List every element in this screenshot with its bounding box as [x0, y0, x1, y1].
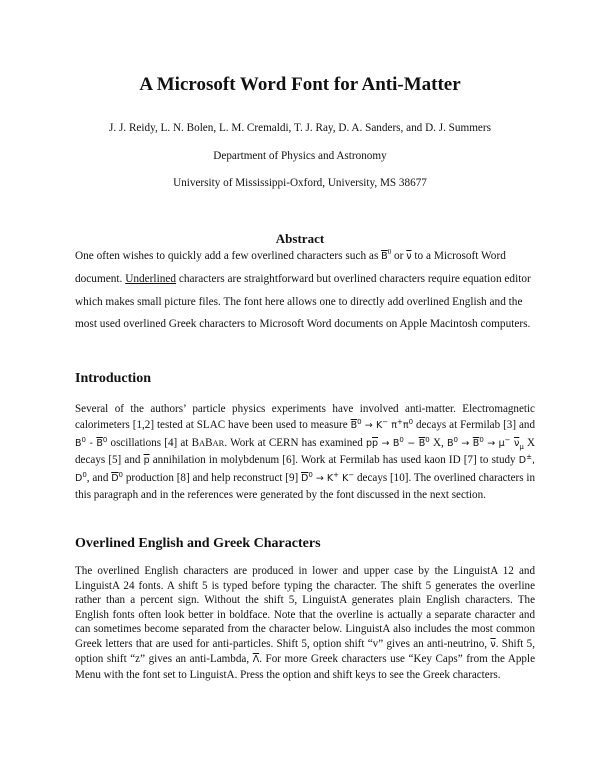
abstract-heading: Abstract — [275, 231, 325, 246]
overlined-body — [75, 564, 535, 682]
intro-text-10: decays [10]. The overlined characters in this paragraph and in the references were generated by the font discussed in the next section. — [75, 471, 536, 502]
intro-text-6: X decays [5] and — [75, 436, 535, 467]
decay-formula-3: $B^0 \to \overline{B}^0 \to \mu^-$ $\overline{\nu}_\mu$ — [446, 435, 524, 451]
overlined-text-2: . Shift 5, option shift “z” gives an anti-Lambda, — [75, 637, 536, 665]
intro-text-9: production [8] and help reconstruct [9] — [125, 471, 299, 484]
decay-formula-2: $p\overline{p} \to B^0 - \overline{B}^0$ — [365, 435, 430, 449]
university: University of Mississippi-Oxford, University, MS 38677 — [173, 177, 427, 189]
intro-text-3: oscillations [4] at BABAR — [110, 436, 225, 449]
anti-neutrino-example: $\overline{\nu}$ — [490, 638, 496, 650]
introduction-heading: Introduction — [75, 371, 151, 386]
overlined-heading: Overlined English and Greek Characters — [75, 536, 321, 551]
anti-neutrino-symbol: $\overline{\nu}$ — [406, 251, 412, 262]
d-meson-formula: D±, $D^0$ — [75, 453, 535, 484]
overlined-text-3: . For more Greek characters use “Key Caps” from the Apple Menu with the font set to LinguistA. Press the option and shift keys to see the Greek characters. — [75, 653, 535, 681]
underlined-word: Underlined — [125, 273, 177, 286]
superscript: 0 — [387, 248, 392, 257]
introduction-body — [75, 401, 535, 503]
abstract-text-3: characters are straightforward but overlined characters require equation editor which makes small picture files. The font here allows one to directly add overlined English and the most used overlined Greek characters to Microsoft Word documents on Apple Macintosh computers. — [75, 273, 531, 331]
decay-formula-1: $\overline{B}^0 \to K^-$ $\pi^+\pi^0$ — [350, 418, 414, 432]
intro-text-2: decays at Fermilab [3] and — [416, 419, 535, 432]
abstract-text-1: One often wishes to quickly add a few overlined characters such as — [75, 250, 379, 262]
abstract-or: or — [394, 250, 404, 262]
intro-text-1: Several of the authors’ particle physics experiments have involved anti-matter. Electromagnetic calorimeters [1,2] tested at SLAC have been used to measure — [75, 403, 535, 432]
abstract-body — [75, 245, 535, 336]
anti-d-symbol: $\overline{D}^0$ — [111, 470, 124, 484]
decay-formula-4: $\overline{D}^0 \to K^+$ K− — [301, 470, 355, 484]
anti-b-symbol: $\overline{B}$ — [381, 251, 388, 262]
anti-proton-symbol: $\overline{p}$ — [143, 455, 150, 467]
abstract-text-2: to a Microsoft Word document. — [75, 250, 506, 286]
oscillation-formula: $B^0 - \overline{B}^0$ — [75, 435, 108, 449]
paper-title: A Microsoft Word Font for Anti-Matter — [139, 74, 461, 95]
anti-lambda-example: $\overline{\Lambda}$ — [252, 654, 260, 665]
intro-text-8: , and — [86, 471, 109, 484]
intro-text-7: annihilation in molybdenum [6]. Work at Fermilab has used kaon ID [7] to study — [152, 454, 516, 467]
intro-text-4: . Work at CERN has examined — [224, 436, 363, 449]
overlined-text-1: The overlined English characters are produced in lower and upper case by the LinguistA 12 and LinguistA 24 fonts. A shift 5 is typed before typing the character. The shift 5 generates the overline rather than a percent sign. Without the shift 5, LinguistA generates plain English characters. The English fonts often look better in boldface. Note that the overline is actually a separate character and can sometimes become separated from the character below. LinguistA also includes the most common Greek letters that are used for anti-particles. Shift 5, option shift “v” gives an anti-neutrino, — [75, 565, 535, 650]
author-list: J. J. Reidy, L. N. Bolen, L. M. Cremaldi, T. J. Ray, D. A. Sanders, and D. J. Summers — [109, 122, 491, 134]
intro-text-5: X, — [432, 436, 444, 449]
department: Department of Physics and Astronomy — [213, 150, 387, 162]
